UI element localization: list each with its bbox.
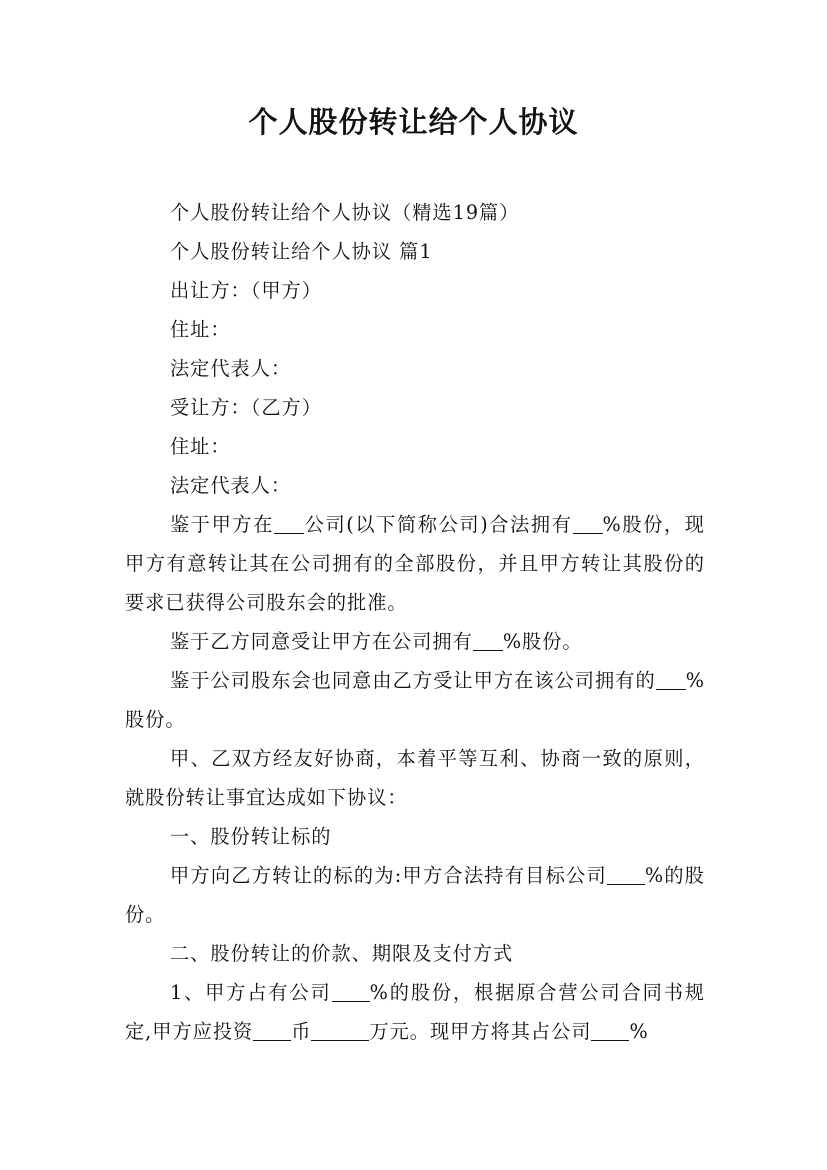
text-segment: %股份。 — [125, 669, 705, 731]
section-heading: 个人股份转让给个人协议 篇1 — [170, 240, 433, 263]
text-segment: 鉴于公司股东会也同意由乙方受让甲方在该公司拥有的 — [170, 669, 656, 692]
blank-line — [607, 865, 645, 885]
text-segment: 1、甲方占有公司 — [170, 981, 332, 1004]
paragraph-transfer-subject — [125, 856, 705, 934]
text-segment: 甲方向乙方转让的标的为:甲方合法持有目标公司 — [170, 864, 607, 887]
text-segment: %股份。 — [502, 630, 583, 653]
heading-section-2: 二、股份转让的价款、期限及支付方式 — [170, 942, 514, 965]
text-segment: 鉴于乙方同意受让甲方在公司拥有 — [170, 630, 473, 653]
paragraph-whereas-3 — [125, 661, 705, 739]
blank-line — [573, 514, 603, 534]
blank-line — [656, 670, 686, 690]
transferor-address: 住址： — [170, 318, 231, 341]
blank-line — [591, 1021, 629, 1041]
blank-line — [274, 514, 304, 534]
subtitle: 个人股份转让给个人协议（精选19篇） — [170, 201, 520, 224]
blank-line — [311, 1021, 369, 1041]
transferee-address: 住址： — [170, 435, 231, 458]
blank-line — [253, 1021, 291, 1041]
paragraph-whereas-1 — [125, 505, 705, 622]
blank-line — [473, 631, 503, 651]
text-segment: 万元。现甲方将其占公司 — [369, 1020, 592, 1043]
transferee-label: 受让方：（乙方） — [170, 396, 322, 419]
document-body — [125, 193, 705, 1051]
document-title: 个人股份转让给个人协议 — [248, 105, 579, 139]
blank-line — [332, 982, 370, 1002]
text-segment: % — [629, 1020, 649, 1043]
text-segment: %的股份，根据原合营公司合同书规定,甲方应投资 — [125, 981, 705, 1043]
transferee-representative: 法定代表人： — [170, 474, 292, 497]
text-segment: 鉴于甲方在 — [170, 513, 275, 536]
text-segment: %股份，现甲方有意转让其在公司拥有的全部股份，并且甲方转让其股份的要求已获得公司股东会的批准。 — [125, 513, 705, 614]
paragraph-agreement: 甲、乙双方经友好协商，本着平等互利、协商一致的原则，就股份转让事宜达成如下协议： — [125, 747, 705, 809]
heading-section-1: 一、股份转让标的 — [170, 825, 332, 848]
text-segment: 公司(以下简称公司)合法拥有 — [304, 513, 573, 536]
text-segment: %的股份。 — [125, 864, 705, 926]
transferor-representative: 法定代表人： — [170, 357, 292, 380]
paragraph-price-1 — [125, 973, 705, 1051]
paragraph-whereas-2 — [125, 622, 705, 661]
text-segment: 币 — [291, 1020, 312, 1043]
transferor-label: 出让方：（甲方） — [170, 279, 322, 302]
